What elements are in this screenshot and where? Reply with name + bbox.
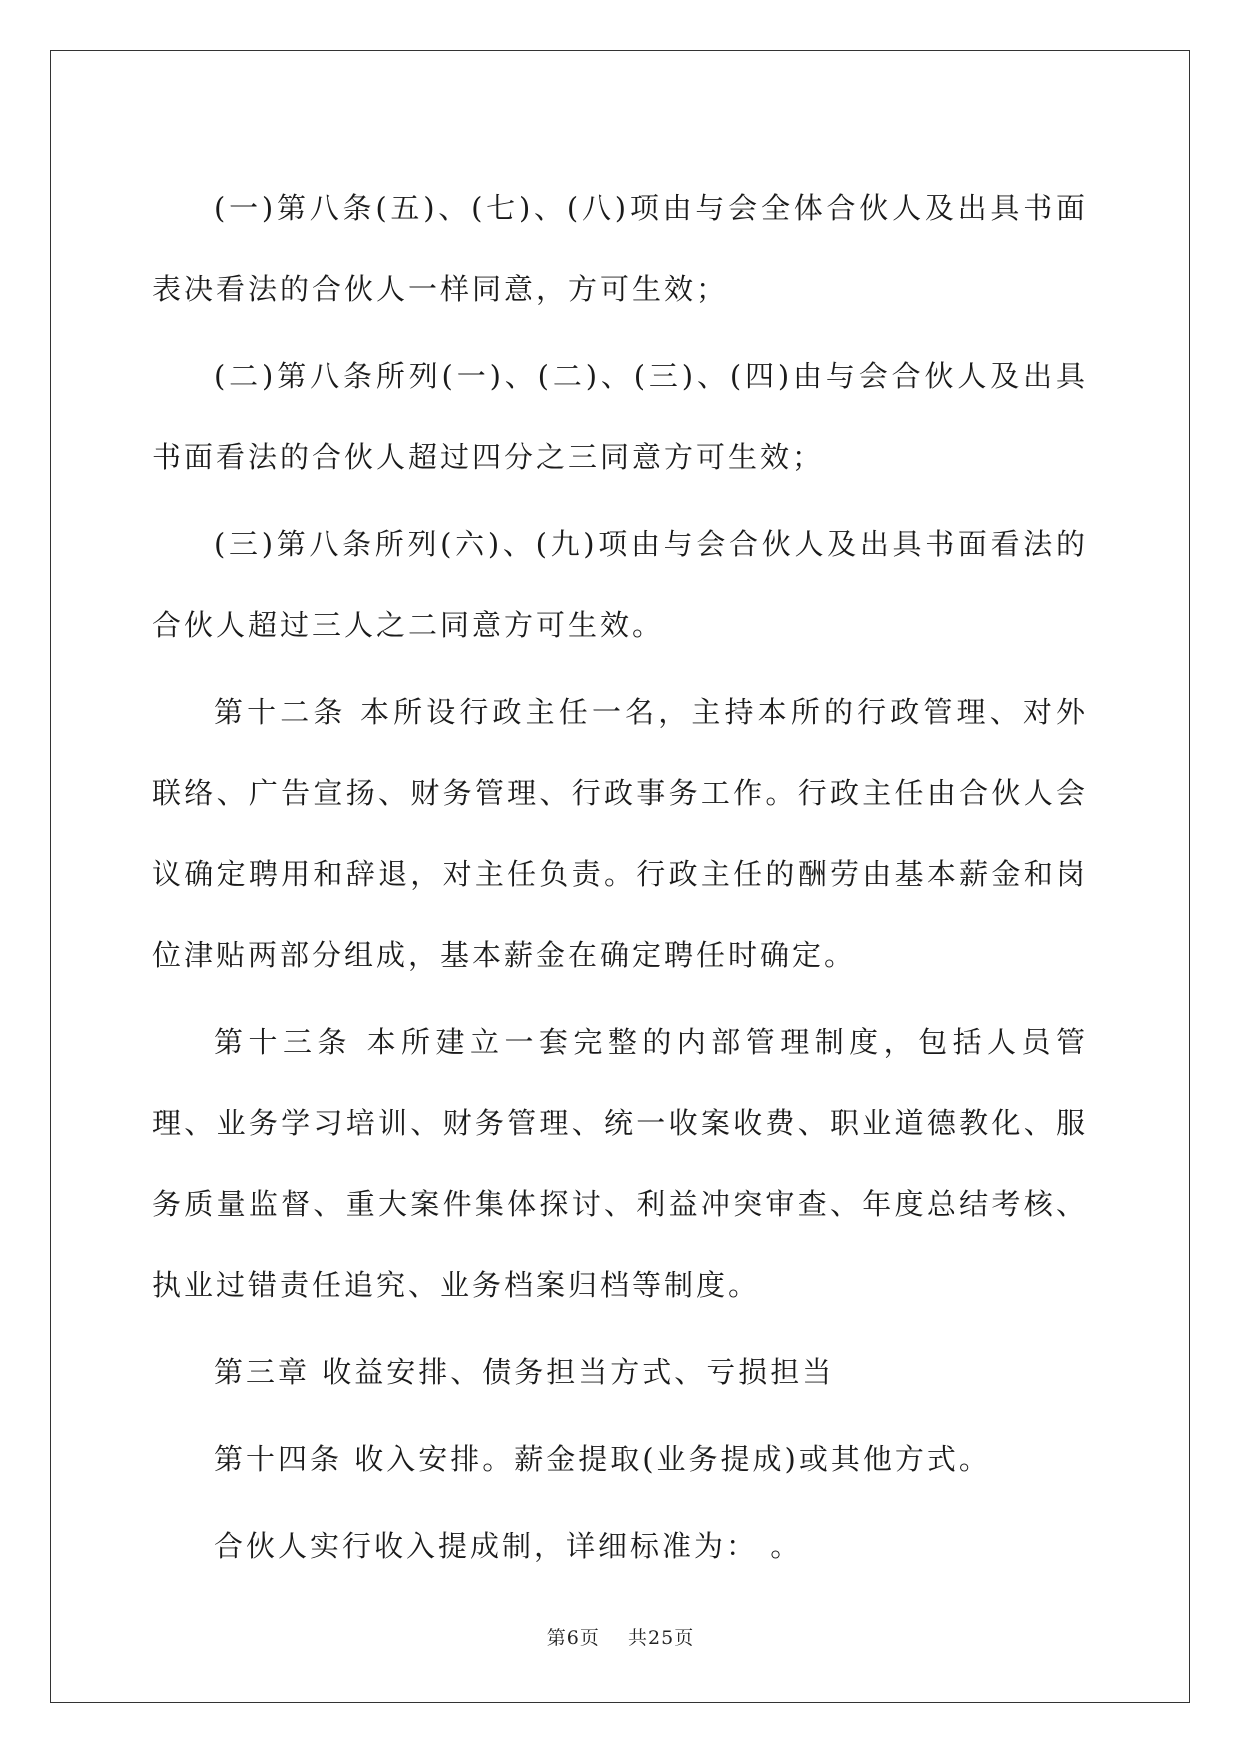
- paragraph-article-14: 第十四条 收入安排。薪金提取(业务提成)或其他方式。: [214, 1442, 991, 1476]
- page-number-label: 第6页 共25页: [546, 1627, 695, 1649]
- paragraph-clause-3: (三)第八条所列(六)、(九)项由与会合伙人及出具书面看法的合伙人超过三人之二同意方可生效。: [152, 527, 1088, 642]
- page-footer: [0, 1623, 1241, 1650]
- paragraph-article-13: 第十三条 本所建立一套完整的内部管理制度，包括人员管理、业务学习培训、财务管理、统一收案收费、职业道德教化、服务质量监督、重大案件集体探讨、利益冲突审查、年度总结考核、执业过错责任追究、业务档案归档等制度。: [152, 1025, 1088, 1302]
- chapter-3-heading: 第三章 收益安排、债务担当方式、亏损担当: [214, 1355, 835, 1389]
- paragraph-clause-1: (一)第八条(五)、(七)、(八)项由与会全体合伙人及出具书面表决看法的合伙人一样同意，方可生效；: [152, 191, 1088, 306]
- paragraph-partner-income: 合伙人实行收入提成制，详细标准为： 。: [214, 1529, 803, 1563]
- paragraph-clause-2: (二)第八条所列(一)、(二)、(三)、(四)由与会合伙人及出具书面看法的合伙人超过四分之三同意方可生效；: [152, 359, 1088, 474]
- paragraph-article-12: 第十二条 本所设行政主任一名，主持本所的行政管理、对外联络、广告宣扬、财务管理、行政事务工作。行政主任由合伙人会议确定聘用和辞退，对主任负责。行政主任的酬劳由基本薪金和岗位津贴两部分组成，基本薪金在确定聘任时确定。: [152, 695, 1088, 972]
- document-body: [152, 168, 1088, 1593]
